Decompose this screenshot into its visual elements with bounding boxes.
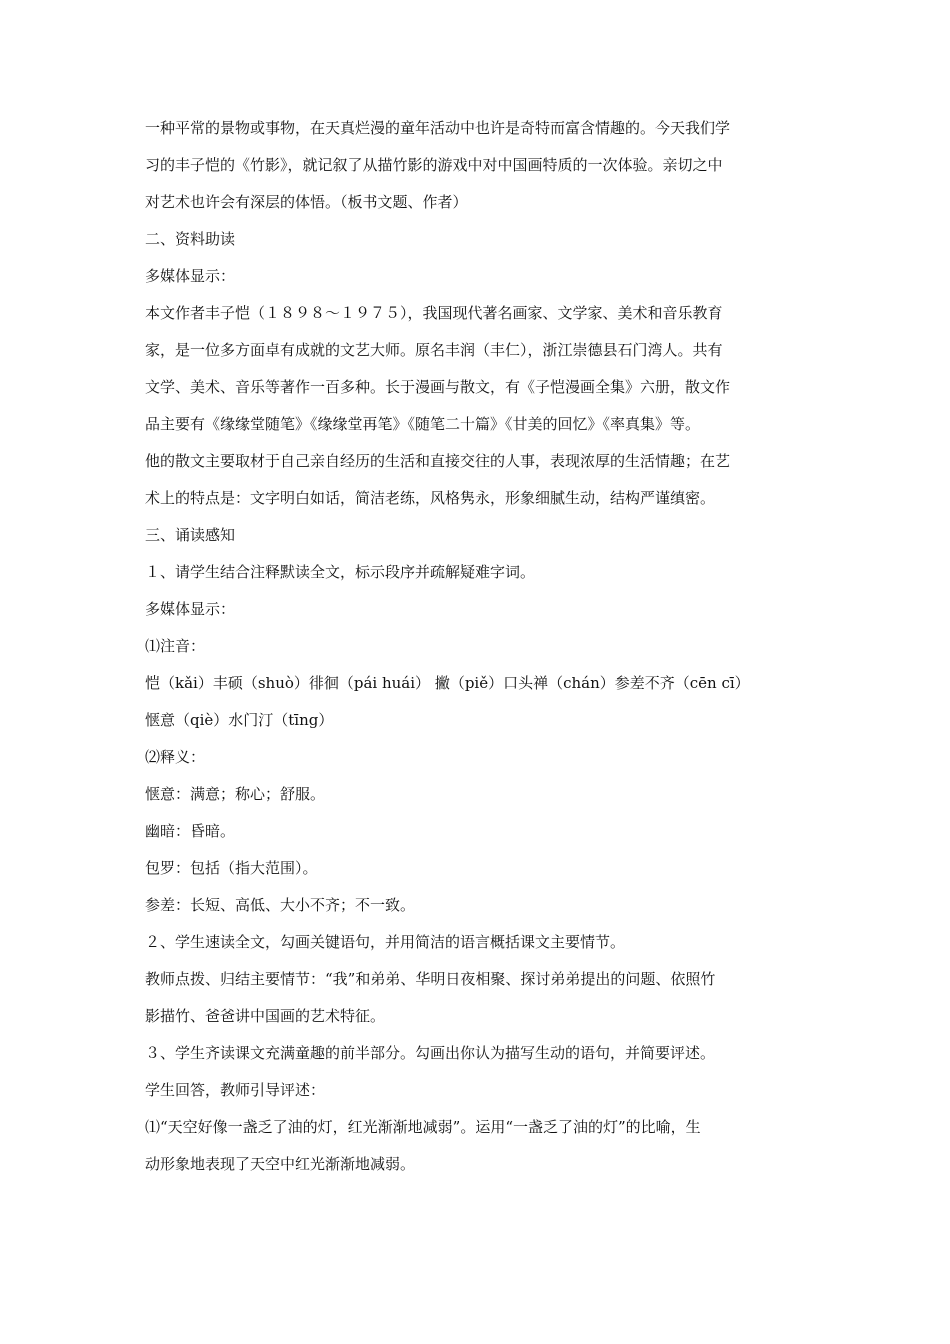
section-heading: 三、诵读感知 <box>145 526 236 544</box>
paragraph-line: ⑴注音： <box>145 637 206 655</box>
paragraph-line: 学生回答，教师引导评述： <box>145 1081 326 1099</box>
paragraph-line: 参差：长短、高低、大小不齐；不一致。 <box>145 896 416 914</box>
paragraph-line: 术上的特点是：文字明白如话，简洁老练，风格隽永，形象细腻生动，结构严谨缜密。 <box>145 489 716 507</box>
paragraph-line: 多媒体显示： <box>145 600 236 618</box>
paragraph-line: 本文作者丰子恺（１８９８～１９７５），我国现代著名画家、文学家、美术和音乐教育 <box>145 304 723 322</box>
paragraph-line: 习的丰子恺的《竹影》，就记叙了从描竹影的游戏中对中国画特质的一次体验。亲切之中 <box>145 156 723 174</box>
paragraph-line: 一种平常的景物或事物，在天真烂漫的童年活动中也许是奇特而富含情趣的。今天我们学 <box>145 119 731 137</box>
paragraph-line: ⑵释义： <box>145 748 206 766</box>
paragraph-line: 恺（kǎi）丰硕（shuò）徘徊（pái huái） 撇（piě）口头禅（chán）参差不齐（cēn cī） <box>145 674 750 692</box>
document-body <box>145 118 810 1191</box>
paragraph-line: ３、学生齐读课文充满童趣的前半部分。勾画出你认为描写生动的语句，并简要评述。 <box>145 1044 716 1062</box>
paragraph-line: ２、学生速读全文，勾画关键语句，并用简洁的语言概括课文主要情节。 <box>145 933 626 951</box>
paragraph-line: 幽暗：昏暗。 <box>145 822 236 840</box>
section-heading: 二、资料助读 <box>145 230 236 248</box>
paragraph-line: 对艺术也许会有深层的体悟。（板书文题、作者） <box>145 193 468 211</box>
paragraph-line: 品主要有《缘缘堂随笔》《缘缘堂再笔》《随笔二十篇》《甘美的回忆》《率真集》等。 <box>145 415 701 433</box>
paragraph-line: 惬意：满意；称心；舒服。 <box>145 785 326 803</box>
paragraph-line: 教师点拨、归结主要情节：“我”和弟弟、华明日夜相聚、探讨弟弟提出的问题、依照竹 <box>145 970 716 988</box>
paragraph-line: 他的散文主要取材于自己亲自经历的生活和直接交往的人事，表现浓厚的生活情趣；在艺 <box>145 452 731 470</box>
paragraph-line: ⑴“天空好像一盏乏了油的灯，红光渐渐地减弱”。运用“一盏乏了油的灯”的比喻，生 <box>145 1118 701 1136</box>
paragraph-line: 动形象地表现了天空中红光渐渐地减弱。 <box>145 1155 416 1173</box>
paragraph-line: 文学、美术、音乐等著作一百多种。长于漫画与散文，有《子恺漫画全集》六册，散文作 <box>145 378 731 396</box>
paragraph-line: 影描竹、爸爸讲中国画的艺术特征。 <box>145 1007 386 1025</box>
paragraph-line: １、请学生结合注释默读全文，标示段序并疏解疑难字词。 <box>145 563 536 581</box>
paragraph-line: 家，是一位多方面卓有成就的文艺大师。原名丰润（丰仁），浙江崇德县石门湾人。共有 <box>145 341 723 359</box>
paragraph-line: 包罗：包括（指大范围）。 <box>145 859 318 877</box>
paragraph-line: 多媒体显示： <box>145 267 236 285</box>
paragraph-line: 惬意（qiè）水门汀（tīng） <box>145 711 334 729</box>
